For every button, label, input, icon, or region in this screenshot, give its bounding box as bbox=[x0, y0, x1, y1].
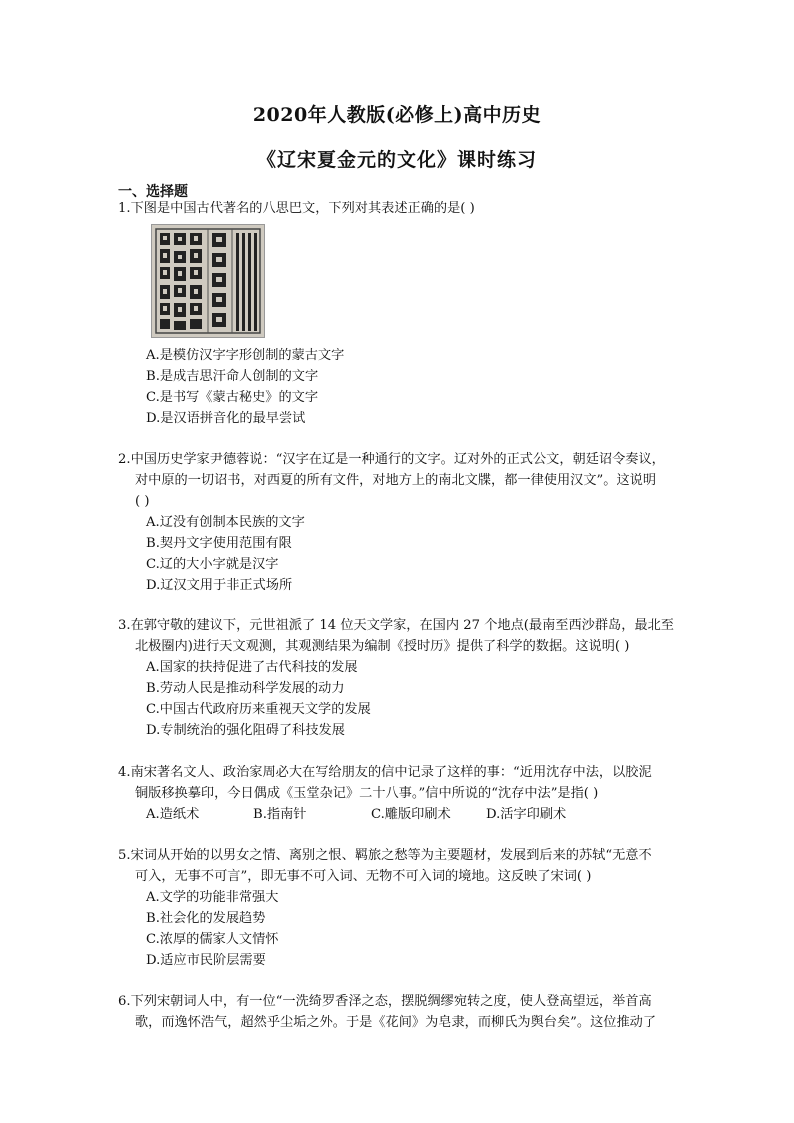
question-1-options bbox=[118, 345, 708, 429]
document-subtitle: 《辽宋夏金元的文化》课时练习 bbox=[256, 149, 537, 171]
option-b[interactable]: B.指南针 bbox=[253, 807, 307, 822]
answer-bracket: ( ) bbox=[135, 494, 150, 509]
section-heading: 一、选择题 bbox=[118, 184, 188, 200]
question-stem-cont: 北极圈内)进行天文观测，其观测结果为编制《授时历》提供了科学的数据。这说明( ) bbox=[135, 639, 630, 654]
option-b[interactable]: B.契丹文字使用范围有限 bbox=[146, 536, 292, 551]
question-stem: 4.南宋著名文人、政治家周必大在写给朋友的信中记录了这样的事：“近用沈存中法，以胶泥 bbox=[118, 765, 652, 780]
option-d[interactable]: D.专制统治的强化阻碍了科技发展 bbox=[146, 723, 345, 738]
question-stem-cont: 铜版移换摹印，今日偶成《玉堂杂记》二十八事。”信中所说的“沈存中法”是指( ) bbox=[135, 786, 599, 801]
options-row bbox=[118, 804, 708, 825]
question-stem-cont: 可入，无事不可言”，即无事不可入词、无物不可入词的境地。这反映了宋词( ) bbox=[135, 869, 592, 884]
option-d[interactable]: D.活字印刷术 bbox=[486, 807, 567, 822]
question-3 bbox=[118, 615, 708, 741]
question-stem: 3.在郭守敬的建议下，元世祖派了 14 位天文学家，在国内 27 个地点(最南至西沙群岛，最北至 bbox=[118, 618, 674, 633]
option-a[interactable]: A.造纸术 bbox=[146, 807, 200, 822]
option-c[interactable]: C.浓厚的儒家人文情怀 bbox=[146, 932, 279, 947]
option-a[interactable]: A.辽没有创制本民族的文字 bbox=[146, 515, 305, 530]
phags-pa-script-image bbox=[151, 224, 265, 338]
option-b[interactable]: B.劳动人民是推动科学发展的动力 bbox=[146, 681, 345, 696]
option-d[interactable]: D.辽汉文用于非正式场所 bbox=[146, 578, 293, 593]
question-5 bbox=[118, 845, 708, 971]
option-c[interactable]: C.雕版印刷术 bbox=[371, 807, 451, 822]
question-6 bbox=[118, 991, 708, 1033]
option-c[interactable]: C.是书写《蒙古秘史》的文字 bbox=[146, 390, 319, 405]
document-title: 2020年人教版(必修上)高中历史 bbox=[252, 104, 542, 126]
option-a[interactable]: A.是模仿汉字字形创制的蒙古文字 bbox=[146, 348, 345, 363]
option-c[interactable]: C.中国古代政府历来重视天文学的发展 bbox=[146, 702, 371, 717]
option-a[interactable]: A.国家的扶持促进了古代科技的发展 bbox=[146, 660, 358, 675]
question-stem: 6.下列宋朝词人中，有一位“一洗绮罗香泽之态，摆脱绸缪宛转之度，使人登高望远，举首高 bbox=[118, 994, 652, 1009]
question-2 bbox=[118, 449, 708, 596]
question-stem: 5.宋词从开始的以男女之情、离别之恨、羁旅之愁等为主要题材，发展到后来的苏轼“无意不 bbox=[118, 848, 652, 863]
option-c[interactable]: C.辽的大小字就是汉字 bbox=[146, 557, 279, 572]
option-d[interactable]: D.是汉语拼音化的最早尝试 bbox=[146, 411, 306, 426]
question-4 bbox=[118, 762, 708, 825]
question-stem: 2.中国历史学家尹德蓉说：“汉字在辽是一种通行的文字。辽对外的正式公文，朝廷诏令奏议， bbox=[118, 452, 665, 467]
question-stem: 1.下图是中国古代著名的八思巴文，下列对其表述正确的是( ) bbox=[118, 201, 475, 216]
phags-pa-script-drawing bbox=[152, 225, 264, 337]
option-a[interactable]: A.文学的功能非常强大 bbox=[146, 890, 279, 905]
question-stem-cont: 对中原的一切诏书，对西夏的所有文件，对地方上的南北文牒，都一律使用汉文”。这说明 bbox=[135, 473, 657, 488]
option-b[interactable]: B.社会化的发展趋势 bbox=[146, 911, 266, 926]
option-b[interactable]: B.是成吉思汗命人创制的文字 bbox=[146, 369, 319, 384]
question-1 bbox=[118, 198, 708, 219]
option-d[interactable]: D.适应市民阶层需要 bbox=[146, 953, 266, 968]
question-stem-cont: 歌，而逸怀浩气，超然乎尘垢之外。于是《花间》为皂隶，而柳氏为舆台矣”。这位推动了 bbox=[135, 1015, 657, 1030]
